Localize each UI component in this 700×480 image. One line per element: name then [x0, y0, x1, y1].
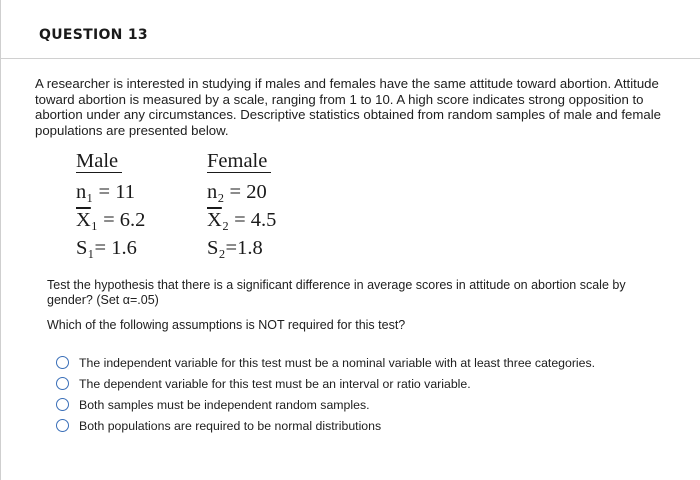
female-mean-value: ₂ = 4.5: [221, 209, 277, 231]
hypothesis-text: Test the hypothesis that there is a significant difference in average scores in attitude on abortion scale by gender? (Set α=.05): [47, 278, 626, 307]
male-mean-value: ₁ = 6.2: [90, 209, 146, 231]
male-mean-symbol: $\overline{X}$: [76, 209, 91, 231]
male-heading: Male: [76, 150, 122, 173]
male-mean: [76, 206, 145, 234]
question-prompt: Which of the following assumptions is NOT required for this test?: [47, 318, 406, 332]
radio-button[interactable]: [56, 398, 69, 411]
answer-options: [56, 352, 595, 436]
radio-button[interactable]: [56, 356, 69, 369]
answer-option[interactable]: [56, 373, 595, 394]
question-title: QUESTION 13: [39, 27, 148, 43]
radio-button[interactable]: [56, 419, 69, 432]
answer-option-label[interactable]: The independent variable for this test must be a nominal variable with at least three categories.: [79, 355, 596, 370]
question-intro: A researcher is interested in studying if males and females have the same attitude toward abortion. Attitude toward abortion is measured by a scale, ranging from 1 to 10. A high score indicates strong opposition to abortion under any circumstances. Descriptive statistics obtained from random samples of male and female populations are presented below.: [35, 76, 661, 138]
male-column: [76, 148, 145, 262]
answer-option[interactable]: [56, 394, 595, 415]
female-mean-symbol: $\overline{X}$: [207, 209, 222, 231]
male-n: n₁ = 11: [76, 181, 135, 203]
male-sd: S₁= 1.6: [76, 237, 137, 259]
radio-button[interactable]: [56, 377, 69, 390]
female-n: n₂ = 20: [207, 181, 267, 203]
answer-option-label[interactable]: Both samples must be independent random samples.: [79, 397, 370, 412]
female-heading: Female: [207, 150, 271, 173]
female-column: [207, 148, 276, 262]
answer-option[interactable]: [56, 415, 595, 436]
female-sd: S₂=1.8: [207, 237, 263, 259]
female-mean: [207, 206, 276, 234]
answer-option[interactable]: [56, 352, 595, 373]
answer-option-label[interactable]: The dependent variable for this test must be an interval or ratio variable.: [79, 376, 471, 391]
question-header: [1, 0, 700, 59]
answer-option-label[interactable]: Both populations are required to be normal distributions: [79, 418, 382, 433]
